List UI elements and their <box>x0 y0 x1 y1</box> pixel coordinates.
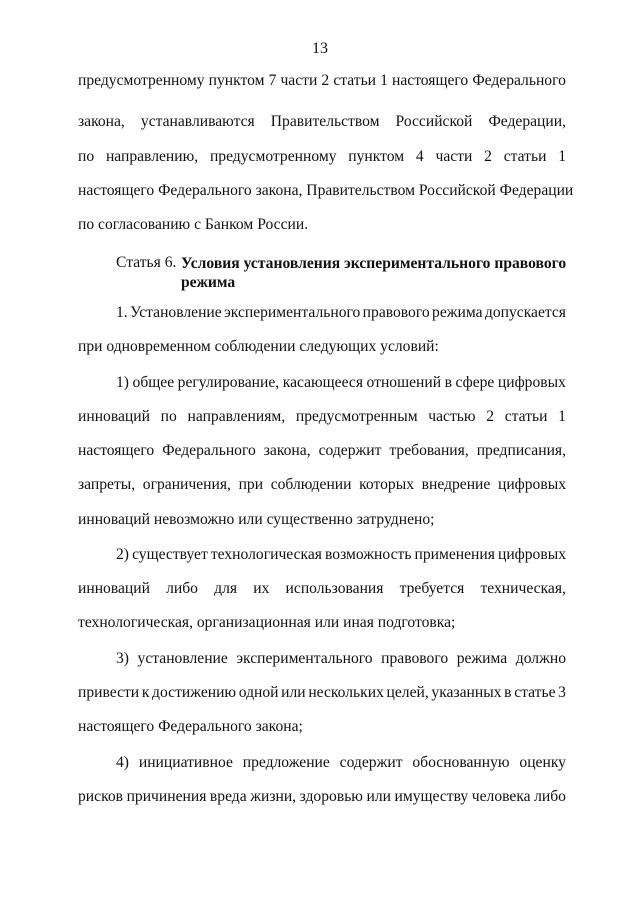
paragraph-line: 1) общее регулирование, касающееся отношений в сфере цифровых <box>116 374 566 391</box>
paragraph-line: инноваций невозможно или существенно затруднено; <box>78 511 435 528</box>
paragraph-line: 1. Установление экспериментального правового режима допускается <box>116 304 566 321</box>
intro-line: по согласованию с Банком России. <box>78 216 309 233</box>
paragraph-line: 3) установление экспериментального правового режима должно <box>116 650 566 667</box>
paragraph-line: запреты, ограничения, при соблюдении которых внедрение цифровых <box>78 476 566 493</box>
paragraph-line: 2) существует технологическая возможность применения цифровых <box>116 546 566 563</box>
intro-line: предусмотренному пунктом 7 части 2 статьи 1 настоящего Федерального <box>78 72 566 89</box>
paragraph-line: настоящего Федерального закона; <box>78 718 303 735</box>
article-label: Статья 6. <box>116 254 177 271</box>
paragraph-line: инноваций по направлениям, предусмотренным частью 2 статьи 1 <box>78 408 566 425</box>
paragraph-line: при одновременном соблюдении следующих условий: <box>78 338 439 355</box>
paragraph-line: 4) инициативное предложение содержит обоснованную оценку <box>116 754 566 771</box>
intro-line: настоящего Федерального закона, Правительством Российской Федерации <box>78 182 574 199</box>
paragraph-line: настоящего Федерального закона, содержит требования, предписания, <box>78 442 566 459</box>
intro-line: по направлению, предусмотренному пунктом 4 части 2 статьи 1 <box>78 148 566 165</box>
page-number: 13 <box>312 40 328 57</box>
paragraph-line: привести к достижению одной или нескольких целей, указанных в статье 3 <box>78 684 566 701</box>
article-title: Условия установления экспериментального правового режима <box>181 255 567 291</box>
paragraph-line: технологическая, организационная или иная подготовка; <box>78 614 456 631</box>
paragraph-line: инноваций либо для их использования требуется техническая, <box>78 580 566 597</box>
intro-line: закона, устанавливаются Правительством Российской Федерации, <box>78 113 566 130</box>
paragraph-line: рисков причинения вреда жизни, здоровью или имуществу человека либо <box>78 788 566 805</box>
